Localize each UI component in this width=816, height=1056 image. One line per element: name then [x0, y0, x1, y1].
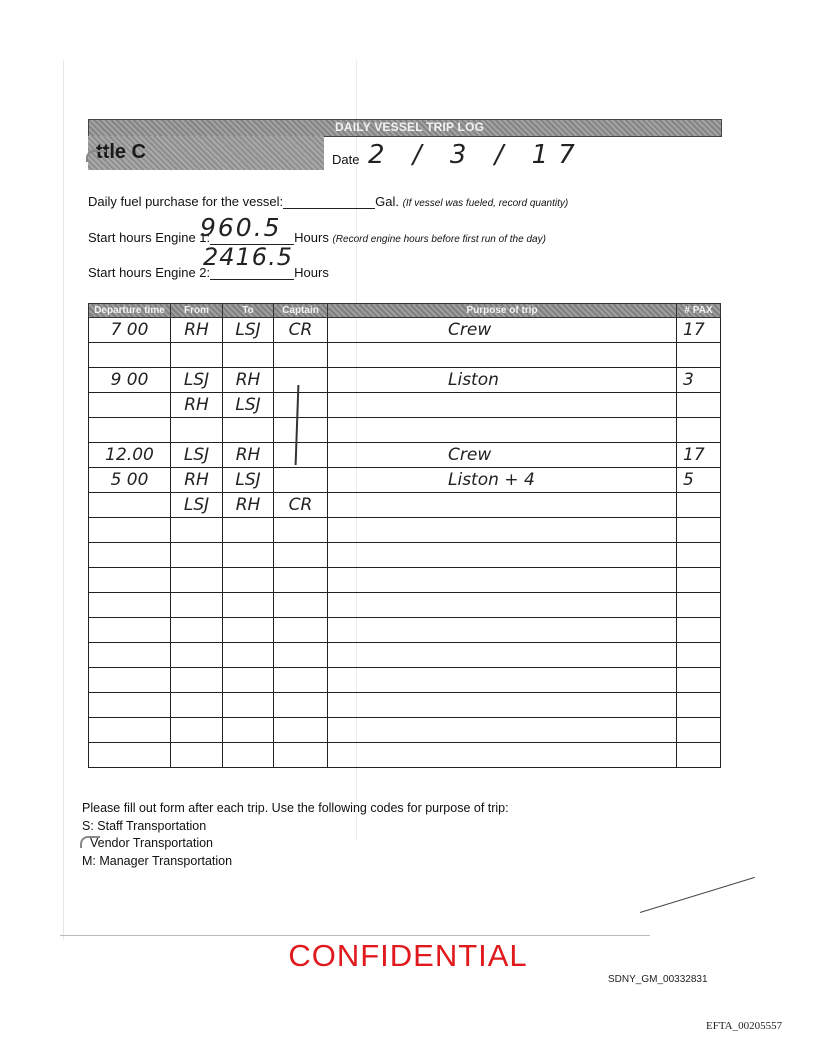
col-header-captain: Captain: [274, 304, 328, 318]
cell-captain: [274, 543, 328, 568]
cell-to: LSJ: [223, 318, 274, 343]
fuel-input-line: [283, 194, 375, 209]
col-header-pax: # PAX: [677, 304, 721, 318]
cell-departure-time: [89, 693, 171, 718]
bates-number: SDNY_GM_00332831: [608, 974, 708, 985]
cell-departure-time: 12.00: [89, 443, 171, 468]
table-row: [89, 443, 721, 468]
cell-from: [171, 343, 223, 368]
cell-departure-time: [89, 493, 171, 518]
cell-pax: [677, 568, 721, 593]
cell-to: [223, 693, 274, 718]
cell-departure-time: [89, 543, 171, 568]
cell-pax: [677, 743, 721, 768]
cell-departure-time: [89, 568, 171, 593]
table-row: [89, 368, 721, 393]
cell-captain: [274, 418, 328, 443]
cell-purpose: [328, 568, 677, 593]
cell-pax: [677, 718, 721, 743]
cell-pax: [677, 618, 721, 643]
cell-from: RH: [171, 393, 223, 418]
cell-captain: [274, 743, 328, 768]
date-value: 2 / 3 / 17: [368, 140, 585, 170]
cell-from: [171, 668, 223, 693]
col-header-from: From: [171, 304, 223, 318]
cell-departure-time: [89, 668, 171, 693]
table-row: [89, 568, 721, 593]
cell-purpose: Crew: [328, 443, 677, 468]
instructions-block: [82, 800, 509, 870]
cell-departure-time: [89, 718, 171, 743]
cell-to: [223, 543, 274, 568]
cell-purpose: [328, 418, 677, 443]
cell-departure-time: [89, 593, 171, 618]
code-manager: M: Manager Transportation: [82, 853, 233, 868]
code-vendor: Vendor Transportation: [90, 836, 213, 850]
cell-departure-time: [89, 393, 171, 418]
cell-from: [171, 518, 223, 543]
cell-from: [171, 718, 223, 743]
table-row: [89, 518, 721, 543]
engine1-value: 960.5: [200, 213, 282, 242]
cell-departure-time: 9 00: [89, 368, 171, 393]
scan-bottom-edge: [60, 935, 650, 936]
cell-pax: [677, 593, 721, 618]
table-header-row: [89, 304, 721, 318]
col-header-to: To: [223, 304, 274, 318]
cell-departure-time: [89, 518, 171, 543]
cell-pax: [677, 643, 721, 668]
cell-to: RH: [223, 443, 274, 468]
cell-departure-time: [89, 418, 171, 443]
cell-from: RH: [171, 468, 223, 493]
fuel-unit: Gal.: [375, 194, 399, 209]
scan-corner-mark: [80, 836, 100, 848]
cell-to: LSJ: [223, 393, 274, 418]
cell-pax: [677, 693, 721, 718]
cell-to: [223, 518, 274, 543]
table-row: [89, 718, 721, 743]
cell-pax: 17: [677, 443, 721, 468]
table-row: [89, 593, 721, 618]
cell-departure-time: 7 00: [89, 318, 171, 343]
cell-pax: [677, 518, 721, 543]
fuel-line: [88, 194, 568, 209]
cell-purpose: Liston + 4: [328, 468, 677, 493]
cell-departure-time: [89, 343, 171, 368]
cell-purpose: Liston: [328, 368, 677, 393]
cell-to: [223, 643, 274, 668]
trip-log-table: [88, 303, 721, 768]
cell-to: [223, 618, 274, 643]
cell-captain: [274, 468, 328, 493]
engine2-label: Start hours Engine 2:: [88, 265, 211, 280]
scan-edge: [63, 60, 64, 940]
cell-captain: [274, 718, 328, 743]
cell-purpose: [328, 618, 677, 643]
cell-departure-time: [89, 618, 171, 643]
cell-pax: [677, 543, 721, 568]
cell-purpose: Crew: [328, 318, 677, 343]
form-title: DAILY VESSEL TRIP LOG: [335, 120, 485, 134]
table-row: [89, 693, 721, 718]
cell-captain: [274, 368, 328, 393]
cell-from: LSJ: [171, 443, 223, 468]
cell-captain: [274, 343, 328, 368]
cell-from: [171, 643, 223, 668]
cell-purpose: [328, 343, 677, 368]
cell-pax: 3: [677, 368, 721, 393]
cell-purpose: [328, 543, 677, 568]
cell-to: [223, 593, 274, 618]
cell-departure-time: [89, 743, 171, 768]
engine1-label: Start hours Engine 1:: [88, 230, 211, 245]
fuel-note: (If vessel was fueled, record quantity): [402, 198, 569, 209]
cell-purpose: [328, 743, 677, 768]
cell-pax: [677, 418, 721, 443]
cell-from: [171, 693, 223, 718]
table-row: [89, 393, 721, 418]
cell-captain: [274, 618, 328, 643]
cell-from: [171, 568, 223, 593]
cell-purpose: [328, 493, 677, 518]
cell-from: LSJ: [171, 368, 223, 393]
efta-number: EFTA_00205557: [706, 1020, 783, 1032]
cell-purpose: [328, 693, 677, 718]
cell-from: [171, 593, 223, 618]
scan-corner-mark: [86, 150, 106, 162]
engine1-note: (Record engine hours before first run of the day): [332, 234, 546, 245]
cell-to: [223, 568, 274, 593]
table-row: [89, 543, 721, 568]
engine1-line: [88, 230, 546, 245]
date-label: Date: [332, 152, 360, 167]
cell-to: LSJ: [223, 468, 274, 493]
cell-to: [223, 343, 274, 368]
cell-purpose: [328, 718, 677, 743]
cell-pax: 5: [677, 468, 721, 493]
engine2-unit: Hours: [294, 265, 329, 280]
instructions-intro: Please fill out form after each trip. Use the following codes for purpose of trip:: [82, 801, 509, 815]
table-row: [89, 493, 721, 518]
cell-to: [223, 718, 274, 743]
cell-from: [171, 543, 223, 568]
cell-from: [171, 418, 223, 443]
cell-from: LSJ: [171, 493, 223, 518]
cell-purpose: [328, 643, 677, 668]
table-row: [89, 618, 721, 643]
cell-pax: 17: [677, 318, 721, 343]
cell-captain: [274, 593, 328, 618]
cell-captain: CR: [274, 318, 328, 343]
cell-captain: [274, 518, 328, 543]
cell-to: RH: [223, 493, 274, 518]
table-row: [89, 318, 721, 343]
cell-captain: [274, 643, 328, 668]
table-row: [89, 743, 721, 768]
engine2-value: 2416.5: [203, 243, 293, 271]
cell-pax: [677, 343, 721, 368]
vessel-name: ttle C: [96, 141, 146, 163]
cell-purpose: [328, 593, 677, 618]
cell-purpose: [328, 668, 677, 693]
table-row: [89, 468, 721, 493]
scan-pen-stroke: [640, 877, 755, 913]
cell-purpose: [328, 518, 677, 543]
engine1-unit: Hours: [294, 230, 329, 245]
cell-captain: [274, 668, 328, 693]
cell-purpose: [328, 393, 677, 418]
confidential-stamp: CONFIDENTIAL: [288, 938, 528, 973]
code-staff: S: Staff Transportation: [82, 818, 207, 833]
cell-captain: [274, 443, 328, 468]
cell-to: [223, 418, 274, 443]
cell-to: [223, 668, 274, 693]
cell-pax: [677, 668, 721, 693]
cell-departure-time: 5 00: [89, 468, 171, 493]
cell-captain: [274, 393, 328, 418]
cell-captain: CR: [274, 493, 328, 518]
cell-from: [171, 618, 223, 643]
table-row: [89, 343, 721, 368]
table-row: [89, 643, 721, 668]
cell-from: RH: [171, 318, 223, 343]
cell-departure-time: [89, 643, 171, 668]
cell-captain: [274, 568, 328, 593]
col-header-purpose: Purpose of trip: [328, 304, 677, 318]
cell-to: RH: [223, 368, 274, 393]
col-header-departure-time: Departure time: [89, 304, 171, 318]
fuel-label: Daily fuel purchase for the vessel:: [88, 194, 284, 209]
cell-to: [223, 743, 274, 768]
cell-pax: [677, 393, 721, 418]
table-row: [89, 668, 721, 693]
cell-pax: [677, 493, 721, 518]
table-row: [89, 418, 721, 443]
cell-from: [171, 743, 223, 768]
cell-captain: [274, 693, 328, 718]
